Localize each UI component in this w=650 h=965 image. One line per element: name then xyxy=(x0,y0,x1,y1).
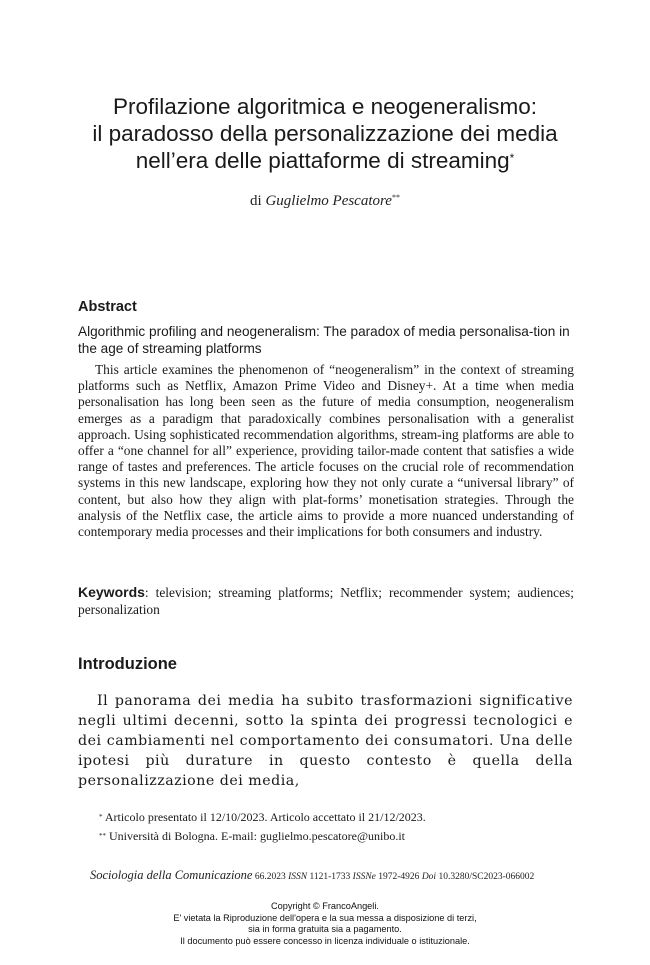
issne-label: ISSNe xyxy=(352,872,376,882)
introduction-heading: Introduzione xyxy=(78,655,177,673)
footnote-2-mark: ** xyxy=(99,832,106,840)
author-line xyxy=(0,193,650,210)
keywords xyxy=(78,584,574,618)
copyright-line-1: Copyright © FrancoAngeli. xyxy=(271,901,379,911)
footnote-2 xyxy=(99,827,579,846)
title-line-2: il paradosso della personalizzazione dei media xyxy=(92,121,558,146)
author-name: Guglielmo Pescatore xyxy=(265,193,392,209)
footnote-1 xyxy=(99,808,579,827)
doi-value: 10.3280/SC2023-066002 xyxy=(438,872,535,882)
author-prefix: di xyxy=(250,193,262,209)
article-title xyxy=(40,93,610,174)
title-footnote-mark: * xyxy=(509,151,515,165)
keywords-label: Keywords xyxy=(78,584,145,600)
footnote-1-text: Articolo presentato il 12/10/2023. Articolo accettato il 21/12/2023. xyxy=(104,810,426,824)
title-line-3-text: nell’era delle piattaforme di streaming xyxy=(135,148,510,173)
author-footnote-mark: ** xyxy=(391,193,400,202)
abstract-heading: Abstract xyxy=(78,299,137,315)
title-line-1: Profilazione algoritmica e neogeneralismo: xyxy=(113,94,537,119)
issn-label: ISSN xyxy=(288,872,308,882)
journal-citation xyxy=(90,868,610,883)
copyright-line-4: Il documento può essere concesso in licenza individuale o istituzionale. xyxy=(180,935,470,946)
journal-name: Sociologia della Comunicazione xyxy=(90,868,253,882)
abstract-subtitle: Algorithmic profiling and neogeneralism: The paradox of media personalisa-tion in the age of streaming platforms xyxy=(78,324,570,356)
issn-value: 1121-1733 xyxy=(309,872,351,882)
title-line-3 xyxy=(40,147,610,174)
copyright-line-2: E' vietata la Riproduzione dell'opera e la sua messa a disposizione di terzi, xyxy=(173,912,477,923)
footnote-1-mark: * xyxy=(99,813,103,821)
abstract-body: This article examines the phenomenon of “neogeneralism” in the context of streaming platforms such as Netflix, Amazon Prime Video and Disney+. At a time when media personalisation has long been seen as the future of media consumption, neogeneralism emerges as a paradigm that paradoxically combines personalisation with a generalist approach. Using sophisticated recommendation algorithms, stream-ing platforms are able to offer a “one channel for all” experience, providing tailor-made content that satisfies a wide range of tastes and preferences. The article focuses on the crucial role of recommendation systems in this new landscape, exploring how they not only curate a “universal library” of content, but also how they align with plat-forms’ monetisation strategies. Through the analysis of the Netflix case, the article aims to provide a more nuanced understanding of contemporary media processes and their implications for both consumers and industry. xyxy=(78,362,574,540)
copyright-notice xyxy=(0,901,650,947)
introduction-body: Il panorama dei media ha subito trasformazioni significative negli ultimi decenni, sotto la spinta dei progressi tecnologici e dei cambiamenti nel comportamento dei consumatori. Una delle ipotesi più durature in questo contesto è quella della personalizzazione dei media, xyxy=(78,693,573,789)
doi-label: Doi xyxy=(421,872,437,882)
journal-issue: 66.2023 xyxy=(254,872,286,882)
copyright-line-3: sia in forma gratuita sia a pagamento. xyxy=(248,924,402,934)
issne-value: 1972-4926 xyxy=(378,872,420,882)
footnotes xyxy=(99,808,579,846)
footnote-2-text: Università di Bologna. E-mail: guglielmo.pescatore@unibo.it xyxy=(109,829,405,843)
keywords-text: : television; streaming platforms; Netflix; recommender system; audiences; personalization xyxy=(78,585,574,617)
